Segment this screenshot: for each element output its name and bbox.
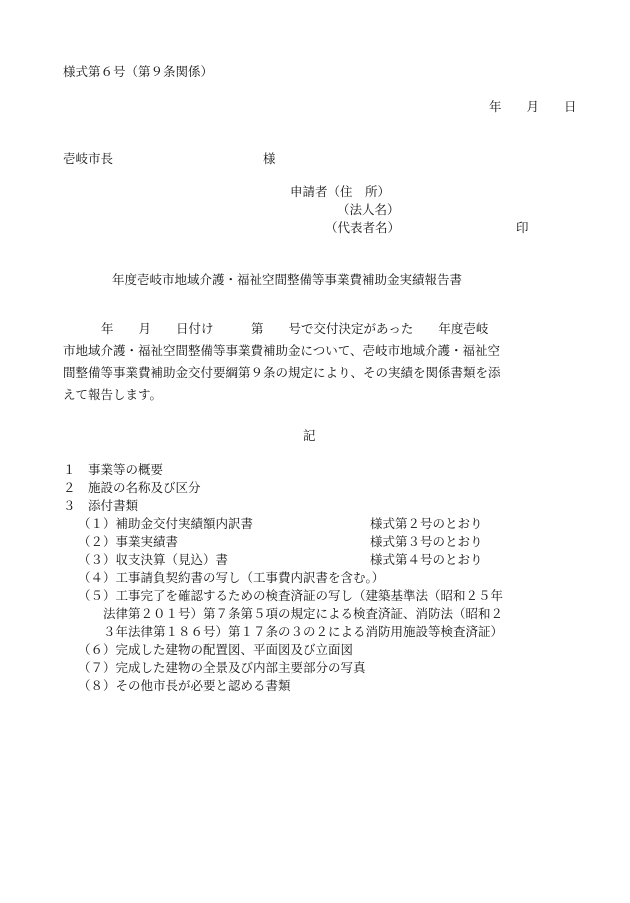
- attachment-2: （２）事業実績書: [78, 534, 179, 549]
- attachment-5-line-3: ３年法律第１８６号）第１７条の３の２による消防用施設等検査済証）: [103, 624, 504, 639]
- applicant-address-label: 申請者（住 所）: [290, 184, 391, 199]
- attachment-3-note: 様式第４号のとおり: [370, 552, 483, 567]
- attachment-3: （３）収支決算（見込）書: [78, 552, 229, 567]
- body-line: 年 月 日付け 第 号で交付決定があった 年度壱岐: [101, 321, 489, 336]
- item-1: １ 事業等の概要: [63, 462, 164, 477]
- item-2: ２ 施設の名称及び区分: [63, 480, 201, 495]
- ki-heading: 記: [303, 428, 316, 443]
- form-number: 様式第６号（第９条関係）: [63, 64, 214, 79]
- applicant-rep-label: （代表者名）: [325, 220, 401, 235]
- attachment-1-note: 様式第２号のとおり: [370, 516, 483, 531]
- date-line: 年 月 日: [489, 99, 577, 114]
- attachment-2-note: 様式第３号のとおり: [370, 534, 483, 549]
- attachment-4: （４）工事請負契約書の写し（工事費内訳書を含む。）: [78, 570, 385, 585]
- body-line: 市地域介護・福祉空間整備等事業費補助金について、壱岐市地域介護・福祉空: [63, 343, 501, 358]
- item-3: ３ 添付書類: [63, 498, 139, 513]
- attachment-8: （８）その他市長が必要と認める書類: [78, 678, 291, 693]
- attachment-5-line-1: （５）工事完了を確認するための検査済証の写し（建築基準法（昭和２５年: [78, 588, 504, 603]
- attachment-6: （６）完成した建物の配置図、平面図及び立面図: [78, 642, 354, 657]
- attachment-7: （７）完成した建物の全景及び内部主要部分の写真: [78, 660, 366, 675]
- addressee-honorific: 様: [263, 151, 276, 166]
- attachment-5-line-2: 法律第２０１号）第７条第５項の規定による検査済証、消防法（昭和２: [103, 606, 504, 621]
- attachment-1: （１）補助金交付実績額内訳書: [78, 516, 254, 531]
- body-paragraph: [63, 318, 535, 406]
- addressee-name: 壱岐市長: [63, 151, 114, 166]
- seal-mark: 印: [516, 220, 529, 235]
- body-line: 間整備等事業費補助金交付要綱第９条の規定により、その実績を関係書類を添: [63, 365, 501, 380]
- document-title: 年度壱岐市地域介護・福祉空間整備等事業費補助金実績報告書: [112, 272, 463, 287]
- body-line: えて報告します。: [63, 387, 163, 402]
- applicant-corp-label: （法人名）: [337, 202, 400, 217]
